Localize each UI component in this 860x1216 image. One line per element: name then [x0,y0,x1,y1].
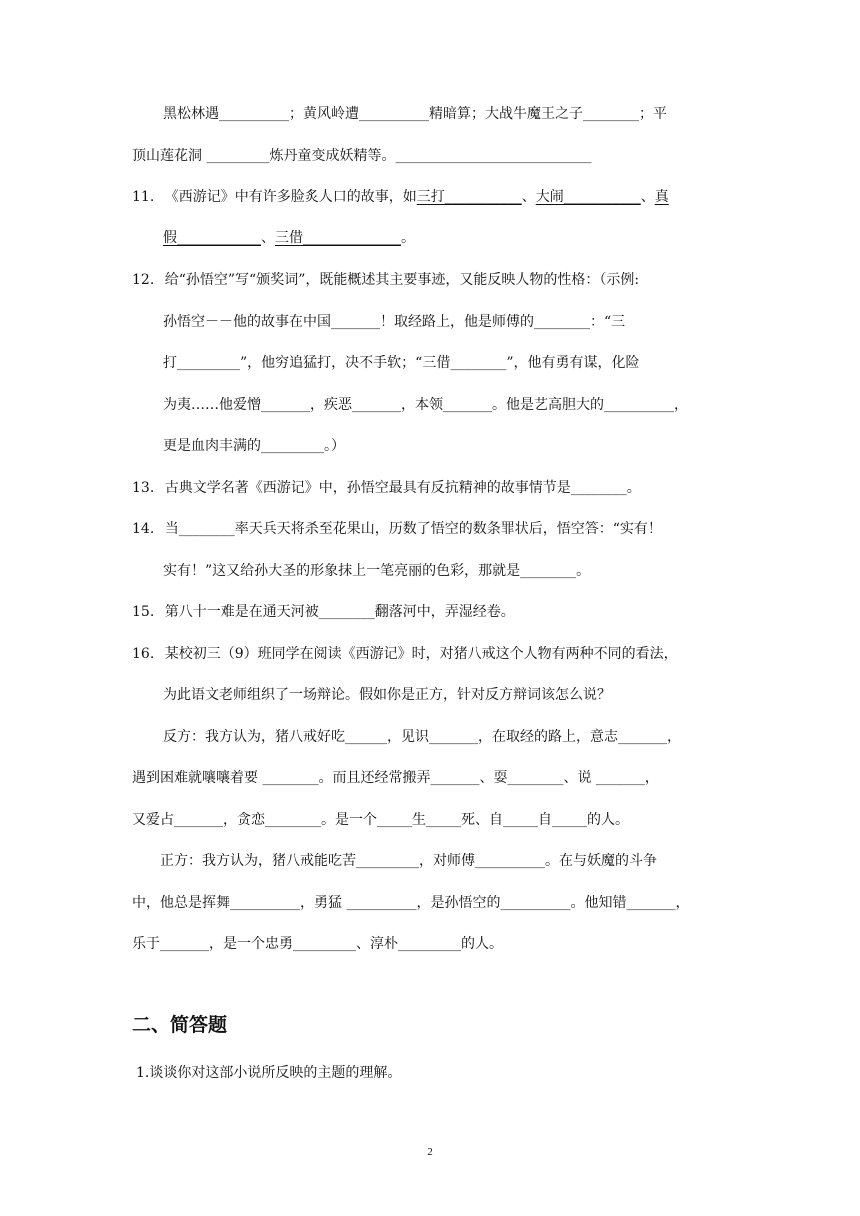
q12-number: 12. [132,272,155,288]
q16-pro-line-1: 正方：我方认为，猪八戒能吃苦_________，对师傅__________。在与妖魔的斗争 [160,853,657,869]
q16-line-2: 为此语文老师组织了一场辩论。假如你是正方，针对反方辩词该怎么说？ [163,687,611,703]
q16-pro-line-3: 乐于_______，是一个忠勇_________、淳朴_________的人。 [132,936,503,952]
q11-blank-d: 三借______________ [275,230,401,246]
q11-blank-c: 假____________ [163,230,261,246]
q11-text: 《西游记》中有许多脸炙人口的故事，如 [164,189,417,205]
q11-blank-c-start: 真 [654,189,669,205]
q11-sep-2: 、 [640,189,655,205]
q15-number: 15. [132,604,155,620]
q14-number: 14. [132,521,155,537]
q11-sep-1: 、 [521,189,536,205]
q14-line-1 [132,519,662,539]
q11-line-2 [163,228,415,248]
q10-continuation-line-2: 顶山莲花洞 _________炼丹童变成妖精等。____________________________ [132,148,592,164]
q12-line-1 [132,270,639,290]
q16-text-1: 某校初三（9）班同学在阅读《西游记》时，对猪八戒这个人物有两种不同的看法， [164,646,678,662]
page-number: 2 [427,1146,433,1158]
q11-end: 。 [401,230,415,246]
q12-text-1: 给“孙悟空”写“颁奖词”，既能概述其主要事迹，又能反映人物的性格：（示例: [164,272,640,288]
q11-sep-3: 、 [261,230,275,246]
q16-con-line-1: 反方：我方认为，猪八戒好吃______，见识_______，在取经的路上，意志_______， [163,729,681,745]
q15-text: 第八十一难是在通天河被________翻落河中，弄湿经卷。 [164,604,515,620]
q12-line-2: 孙悟空－－他的故事在中国_______！取经路上，他是师傅的________：“三 [163,314,626,330]
q14-line-2: 实有！”这又给孙大圣的形象抹上一笔亮丽的色彩，那就是________。 [163,563,591,579]
q11-line-1 [132,187,669,207]
q16-con-line-3: 又爱占_______，贪恋________。是一个_____生_____死、自_____自_____的人。 [132,812,629,828]
q16-number: 16. [132,646,155,662]
q16-pro-line-2: 中，他总是挥舞__________，勇猛 __________，是孙悟空的__________。他知错_______， [132,895,690,911]
q13-number: 13. [132,480,155,496]
q10-continuation-line-1: 黑松林遇__________；黄风岭遭__________精暗算；大战牛魔王之子________；平 [163,106,667,122]
q13-line-1 [132,478,641,498]
q16-con-line-2: 遇到困难就嚷嚷着要 ________。而且还经常搬弄_______、耍________、说 _______， [132,770,659,786]
q13-text: 古典文学名著《西游记》中，孙悟空最具有反抗精神的故事情节是________。 [164,480,641,496]
section-heading: 二、简答题 [132,1014,228,1036]
section2-question-1: 1.谈谈你对这部小说所反映的主题的理解。 [136,1065,402,1081]
q11-blank-b: 大闹___________ [535,189,641,205]
q11-number: 11. [132,189,155,205]
q16-line-1 [132,644,678,664]
q11-blank-a: 三打___________ [416,189,522,205]
q12-line-5: 更是血肉丰满的_________。） [163,438,345,454]
q14-text-1: 当________率天兵天将杀至花果山，历数了悟空的数条罪状后，悟空答：“实有！ [164,521,662,537]
q12-line-3: 打_________”，他穷追猛打，决不手软；“三借________”，他有勇有谋，化险 [163,355,640,371]
q12-line-4: 为夷……他爱憎_______，疾恶_______，本领_______。他是艺高胆大的__________， [163,397,688,413]
q15-line-1 [132,602,515,622]
